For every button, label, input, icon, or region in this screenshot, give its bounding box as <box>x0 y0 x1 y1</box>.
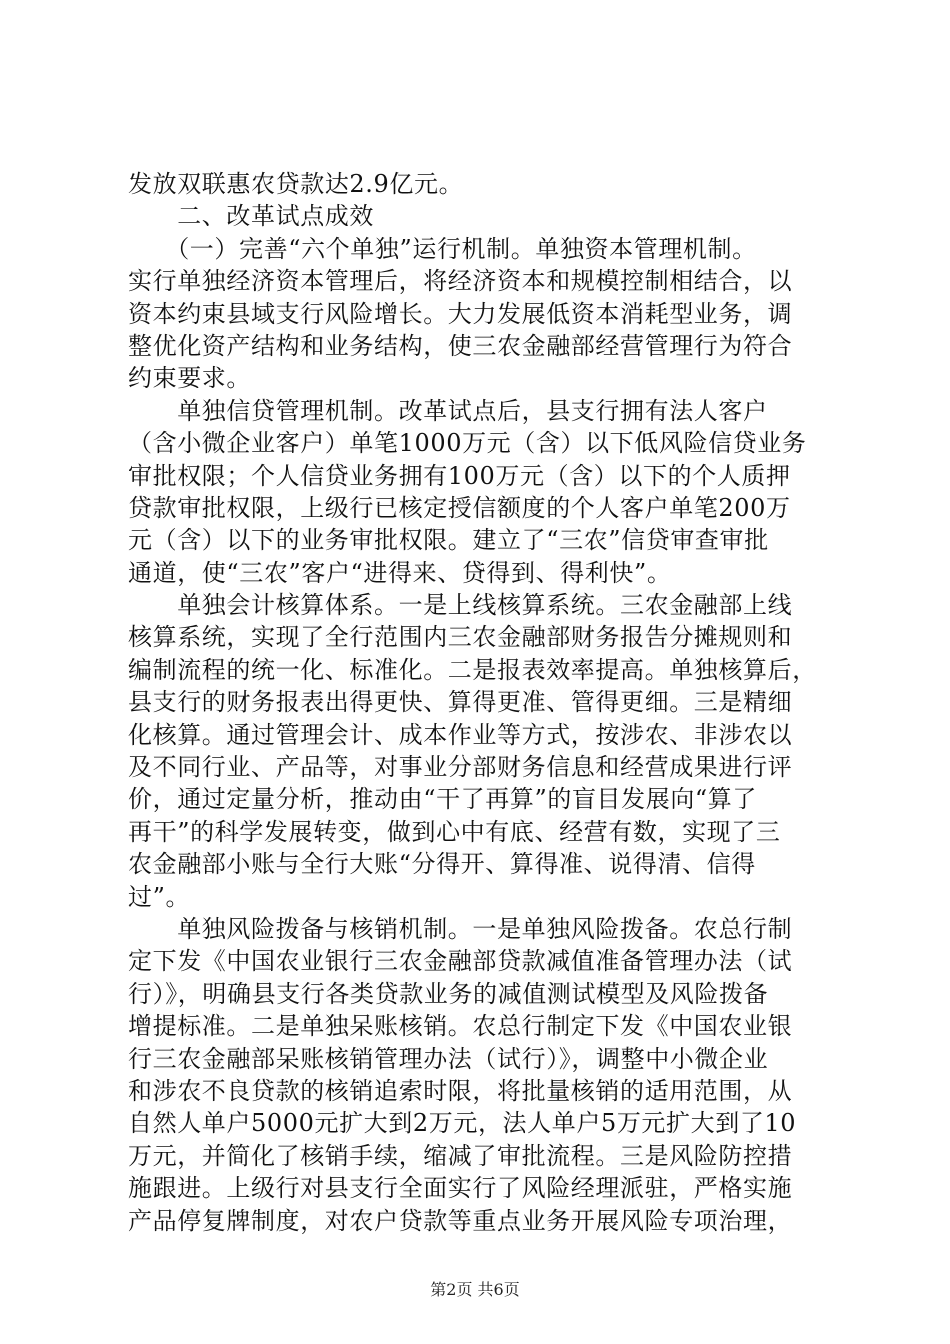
text-line: 二、改革试点成效 <box>128 202 374 231</box>
page-footer: 第2页 共6页 <box>430 1280 520 1299</box>
text-line: 单独信贷管理机制。改革试点后，县支行拥有法人客户 <box>128 396 768 425</box>
text-line: 整优化资产结构和业务结构，使三农金融部经营管理行为符合 <box>128 331 793 360</box>
text-line: 约束要求。 <box>128 364 251 393</box>
text-line: 单独会计核算体系。一是上线核算系统。三农金融部上线 <box>128 591 793 620</box>
text-line: 化核算。通过管理会计、成本作业等方式，按涉农、非涉农以 <box>128 720 793 749</box>
text-line: 自然人单户5000元扩大到2万元，法人单户5万元扩大到了10 <box>128 1109 797 1138</box>
text-line: （含小微企业客户）单笔1000万元（含）以下低风险信贷业务 <box>128 429 807 458</box>
text-line: 通道，使“三农”客户“进得来、贷得到、得利快”。 <box>128 558 672 587</box>
text-line: 和涉农不良贷款的核销追索时限，将批量核销的适用范围，从 <box>128 1076 793 1105</box>
text-line: 农金融部小账与全行大账“分得开、算得准、说得清、信得 <box>128 850 756 879</box>
text-line: 行）》，明确县支行各类贷款业务的减值测试模型及风险拨备 <box>128 979 769 1008</box>
text-line: 资本约束县域支行风险增长。大力发展低资本消耗型业务，调 <box>128 299 793 328</box>
text-line: 单独风险拨备与核销机制。一是单独风险拨备。农总行制 <box>128 914 793 943</box>
text-line: 贷款审批权限，上级行已核定授信额度的个人客户单笔200万 <box>128 493 791 522</box>
text-line: 施跟进。上级行对县支行全面实行了风险经理派驻，严格实施 <box>128 1174 793 1203</box>
text-line: 行三农金融部呆账核销管理办法（试行）》，调整中小微企业 <box>128 1044 769 1073</box>
text-line: 过”。 <box>128 882 191 911</box>
text-line: 审批权限；个人信贷业务拥有100万元（含）以下的个人质押 <box>128 461 791 490</box>
text-line: 及不同行业、产品等，对事业分部财务信息和经营成果进行评 <box>128 753 793 782</box>
document-body <box>128 168 828 1237</box>
text-line: 价，通过定量分析，推动由“干了再算”的盲目发展向“算了 <box>128 785 758 814</box>
text-line: 核算系统，实现了全行范围内三农金融部财务报告分摊规则和 <box>128 623 793 652</box>
text-line: 定下发《中国农业银行三农金融部贷款减值准备管理办法（试 <box>128 947 793 976</box>
text-line: 县支行的财务报表出得更快、算得更准、管得更细。三是精细 <box>128 688 793 717</box>
text-line: 万元，并简化了核销手续，缩减了审批流程。三是风险防控措 <box>128 1141 793 1170</box>
text-line: （一）完善“六个单独”运行机制。单独资本管理机制。 <box>128 234 757 263</box>
text-line: 实行单独经济资本管理后，将经济资本和规模控制相结合，以 <box>128 267 793 296</box>
text-line: 增提标准。二是单独呆账核销。农总行制定下发《中国农业银 <box>128 1012 793 1041</box>
text-line: 再干”的科学发展转变，做到心中有底、经营有数，实现了三 <box>128 817 781 846</box>
text-line: 编制流程的统一化、标准化。二是报表效率提高。单独核算后， <box>128 655 817 684</box>
text-line: 产品停复牌制度，对农户贷款等重点业务开展风险专项治理， <box>128 1206 793 1235</box>
text-line: 发放双联惠农贷款达2.9亿元。 <box>128 170 464 198</box>
text-line: 元（含）以下的业务审批权限。建立了“三农”信贷审查审批 <box>128 526 769 555</box>
